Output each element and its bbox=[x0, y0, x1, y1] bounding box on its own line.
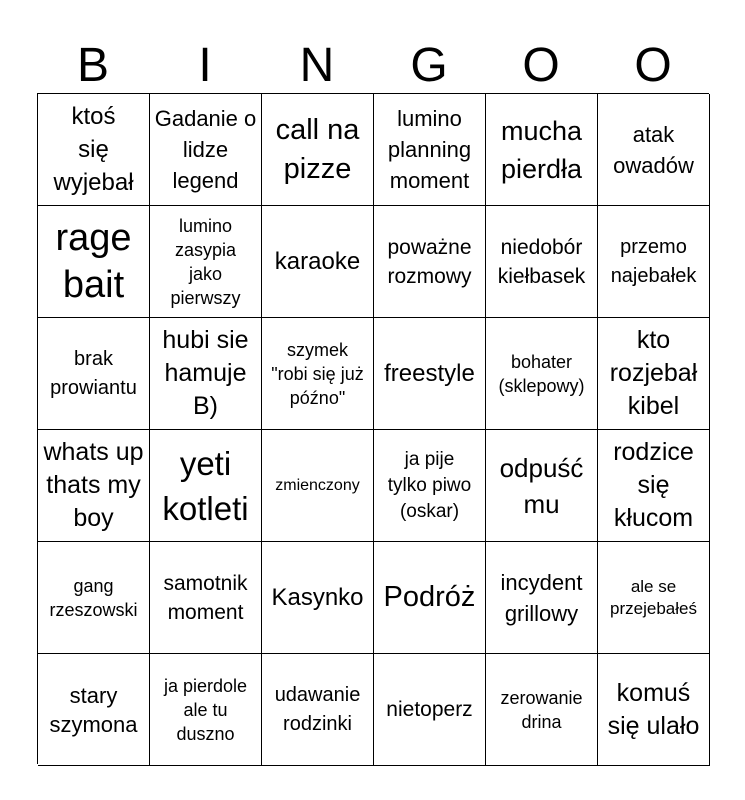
bingo-cell[interactable]: zmienczony bbox=[262, 430, 374, 542]
bingo-cell[interactable]: rage bait bbox=[38, 206, 150, 318]
header-letter-n: N bbox=[299, 39, 335, 92]
bingo-cell[interactable]: przemo najebałek bbox=[598, 206, 710, 318]
bingo-cell[interactable]: rodzice się kłucom bbox=[598, 430, 710, 542]
bingo-grid bbox=[37, 93, 709, 764]
bingo-cell[interactable]: lumino zasypia jako pierwszy bbox=[150, 206, 262, 318]
bingo-cell[interactable]: ja pierdole ale tu duszno bbox=[150, 654, 262, 766]
bingo-cell[interactable]: call na pizze bbox=[262, 94, 374, 206]
bingo-cell[interactable]: ale se przejebałeś bbox=[598, 542, 710, 654]
header-letter-b: B bbox=[76, 39, 109, 92]
bingo-cell[interactable]: karaoke bbox=[262, 206, 374, 318]
bingo-cell[interactable]: odpuść mu bbox=[486, 430, 598, 542]
bingo-cell[interactable]: bohater (sklepowy) bbox=[486, 318, 598, 430]
bingo-cell[interactable]: komuś się ulało bbox=[598, 654, 710, 766]
bingo-cell[interactable]: lumino planning moment bbox=[374, 94, 486, 206]
bingo-cell[interactable]: Gadanie o lidze legend bbox=[150, 94, 262, 206]
bingo-cell[interactable]: udawanie rodzinki bbox=[262, 654, 374, 766]
header-letter-i: I bbox=[198, 39, 212, 92]
header-letter-g: G bbox=[410, 39, 448, 92]
bingo-cell[interactable]: mucha pierdła bbox=[486, 94, 598, 206]
header-letter-o: O bbox=[522, 39, 560, 92]
bingo-cell[interactable]: zerowanie drina bbox=[486, 654, 598, 766]
bingo-cell[interactable]: brak prowiantu bbox=[38, 318, 150, 430]
bingo-cell[interactable]: niedobór kiełbasek bbox=[486, 206, 598, 318]
bingo-cell[interactable]: Kasynko bbox=[262, 542, 374, 654]
bingo-cell[interactable]: nietoperz bbox=[374, 654, 486, 766]
bingo-cell[interactable]: Podróż bbox=[374, 542, 486, 654]
bingo-cell[interactable]: stary szymona bbox=[38, 654, 150, 766]
bingo-cell[interactable]: ktoś się wyjebał bbox=[38, 94, 150, 206]
bingo-cell[interactable]: atak owadów bbox=[598, 94, 710, 206]
bingo-cell[interactable]: hubi sie hamuje B) bbox=[150, 318, 262, 430]
bingo-cell[interactable]: szymek "robi się już późno" bbox=[262, 318, 374, 430]
bingo-cell[interactable]: whats up thats my boy bbox=[38, 430, 150, 542]
bingo-cell[interactable]: incydent grillowy bbox=[486, 542, 598, 654]
bingo-cell[interactable]: freestyle bbox=[374, 318, 486, 430]
bingo-cell[interactable]: yeti kotleti bbox=[150, 430, 262, 542]
bingo-cell[interactable]: samotnik moment bbox=[150, 542, 262, 654]
bingo-header bbox=[37, 38, 709, 94]
bingo-cell[interactable]: kto rozjebał kibel bbox=[598, 318, 710, 430]
header-letter-o-2: O bbox=[634, 39, 672, 92]
bingo-cell[interactable]: poważne rozmowy bbox=[374, 206, 486, 318]
bingo-cell[interactable]: ja pije tylko piwo (oskar) bbox=[374, 430, 486, 542]
bingo-cell[interactable]: gang rzeszowski bbox=[38, 542, 150, 654]
